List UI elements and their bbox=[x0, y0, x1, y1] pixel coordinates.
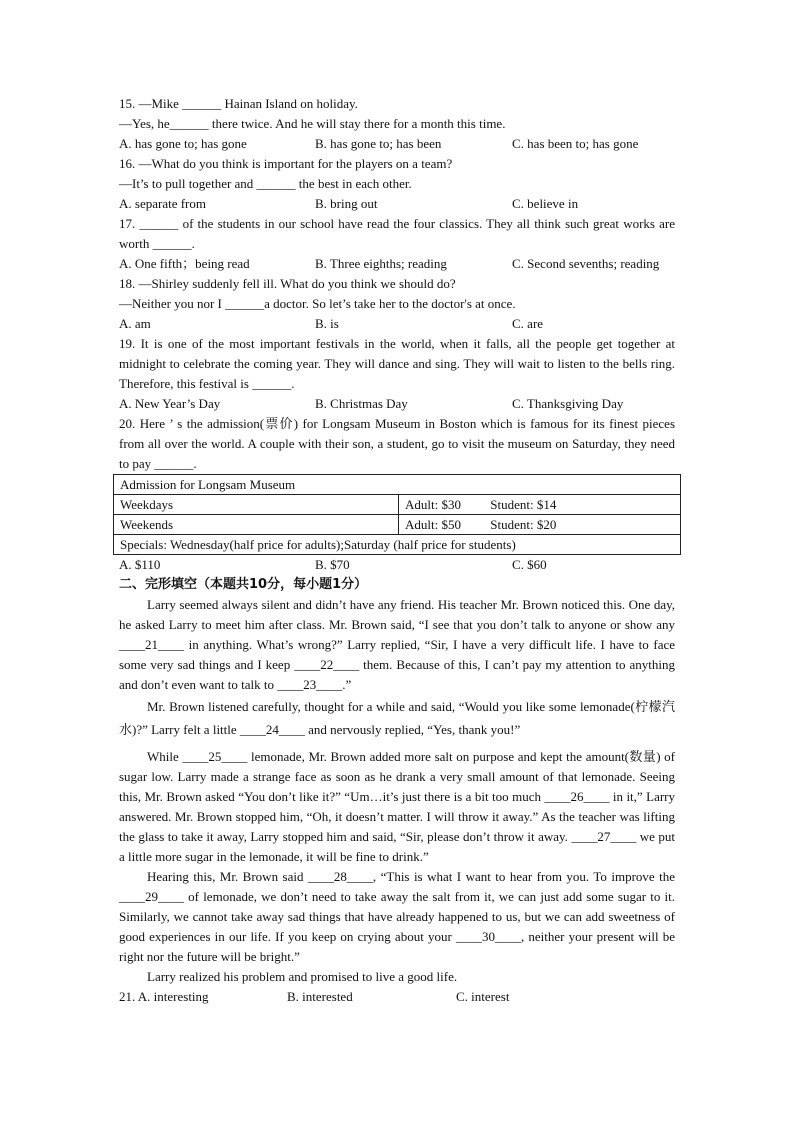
q21-option-c: C. interest bbox=[456, 989, 510, 1004]
admission-table-title: Admission for Longsam Museum bbox=[114, 475, 681, 495]
weekdays-prices bbox=[399, 495, 681, 515]
table-row bbox=[114, 515, 681, 535]
q19-options bbox=[119, 394, 675, 414]
q16-stem: 16. —What do you think is important for the players on a team? bbox=[119, 156, 453, 171]
cloze-paragraph-4: Hearing this, Mr. Brown said ____28____, “This is what I want to hear from you. To improve the ____29____ of lemonade, we don’t need to take away the salt from it, we can just add some sugar to it. Similarly, we cannot take away sad things that have already happened to us, but we can add sweetness of good experiences in our life. If you keep on crying about your ____30____, neither your present will be right nor the future will be bright.” bbox=[119, 869, 675, 964]
q15-stem: 15. —Mike ______ Hainan Island on holiday. bbox=[119, 96, 358, 111]
q17-option-a: A. One fifth；being read bbox=[119, 256, 250, 271]
weekdays-adult-price: Adult: $30 bbox=[405, 497, 461, 512]
q17-options bbox=[119, 254, 675, 274]
q19-option-c: C. Thanksgiving Day bbox=[512, 396, 624, 411]
q17-stem: 17. ______ of the students in our school have read the four classics. They all think such great works are worth ______. bbox=[119, 216, 675, 251]
q18-stem: 18. —Shirley suddenly fell ill. What do you think we should do? bbox=[119, 276, 456, 291]
q18-option-a: A. am bbox=[119, 316, 151, 331]
admission-table bbox=[113, 474, 681, 555]
q16-option-a: A. separate from bbox=[119, 196, 206, 211]
q15-option-c: C. has been to; has gone bbox=[512, 136, 639, 151]
q19-stem: 19. It is one of the most important festivals in the world, when it falls, all the people get together at midnight to celebrate the coming year. They will dance and sing. They will wait to listen to the bells ring. Therefore, this festival is ______. bbox=[119, 336, 675, 391]
cloze-paragraph-3: While ____25____ lemonade, Mr. Brown added more salt on purpose and kept the amount(数量) of sugar low. Larry made a strange face as soon as he drank a very small amount of that lemonade. Seeing this, Mr. Brown asked “You don’t like it?” “Um…it’s just there is a bit too much ____26____ in it,” Larry answered. Mr. Brown stopped him, “Oh, it doesn’t matter. I will throw it away.” As the teacher was lifting the glass to take it away, Larry stopped him and said, “Sir, please don’t throw it away. ____27____ we put a little more sugar in the lemonade, it will be fine to drink.” bbox=[119, 749, 675, 864]
table-row bbox=[114, 495, 681, 515]
weekends-adult-price: Adult: $50 bbox=[405, 517, 461, 532]
q20-option-b: B. $70 bbox=[315, 557, 350, 572]
q20-stem: 20. Here ’ s the admission(票价) for Longsam Museum in Boston which is famous for its finest pieces from all over the world. A couple with their son, a student, go to visit the museum on Saturday, they need to pay ______. bbox=[119, 416, 675, 471]
weekdays-student-price: Student: $14 bbox=[490, 497, 557, 512]
q15-options bbox=[119, 134, 675, 154]
q18-line2: —Neither you nor I ______a doctor. So let’s take her to the doctor's at once. bbox=[119, 296, 516, 311]
weekends-prices bbox=[399, 515, 681, 535]
q20-option-a: A. $110 bbox=[119, 557, 161, 572]
weekends-student-price: Student: $20 bbox=[490, 517, 557, 532]
q17-option-b: B. Three eighths; reading bbox=[315, 256, 447, 271]
q15-option-a: A. has gone to; has gone bbox=[119, 136, 247, 151]
q18-options bbox=[119, 314, 675, 334]
q16-line2: —It’s to pull together and ______ the best in each other. bbox=[119, 176, 412, 191]
q21-option-b: B. interested bbox=[287, 989, 353, 1004]
q15-option-b: B. has gone to; has been bbox=[315, 136, 442, 151]
q21-options bbox=[119, 987, 675, 1007]
section-title: 二、完形填空（本题共10分，每小题1分） bbox=[119, 577, 368, 592]
q19-option-b: B. Christmas Day bbox=[315, 396, 408, 411]
q17-option-c: C. Second sevenths; reading bbox=[512, 256, 660, 271]
q20-options bbox=[119, 555, 675, 575]
q16-options bbox=[119, 194, 675, 214]
q18-option-b: B. is bbox=[315, 316, 339, 331]
cloze-paragraph-1: Larry seemed always silent and didn’t have any friend. His teacher Mr. Brown noticed this. One day, he asked Larry to meet him after class. Mr. Brown said, “I see that you don’t talk to anyone or show any ____21____ in anything. What’s wrong?” Larry replied, “Sir, I have a very difficult life. I have to face some very sad things and I keep ____22____ them. Because of this, I can’t pay my attention to anything and don’t even want to talk to ____23____.” bbox=[119, 597, 675, 692]
q16-option-c: C. believe in bbox=[512, 196, 579, 211]
q18-option-c: C. are bbox=[512, 316, 544, 331]
q20-option-c: C. $60 bbox=[512, 557, 547, 572]
q21-option-a: 21. A. interesting bbox=[119, 989, 209, 1004]
q19-option-a: A. New Year’s Day bbox=[119, 396, 221, 411]
q16-option-b: B. bring out bbox=[315, 196, 378, 211]
weekdays-label: Weekdays bbox=[114, 495, 399, 515]
cloze-paragraph-5: Larry realized his problem and promised to live a good life. bbox=[147, 969, 458, 984]
weekends-label: Weekends bbox=[114, 515, 399, 535]
specials-row: Specials: Wednesday(half price for adults);Saturday (half price for students) bbox=[114, 535, 681, 555]
exam-page bbox=[119, 94, 675, 1007]
cloze-paragraph-2: Mr. Brown listened carefully, thought for a while and said, “Would you like some lemonade(柠檬汽水)?” Larry felt a little ____24____ and nervously replied, “Yes, thank you!” bbox=[119, 699, 675, 737]
q15-line2: —Yes, he______ there twice. And he will stay there for a month this time. bbox=[119, 116, 506, 131]
